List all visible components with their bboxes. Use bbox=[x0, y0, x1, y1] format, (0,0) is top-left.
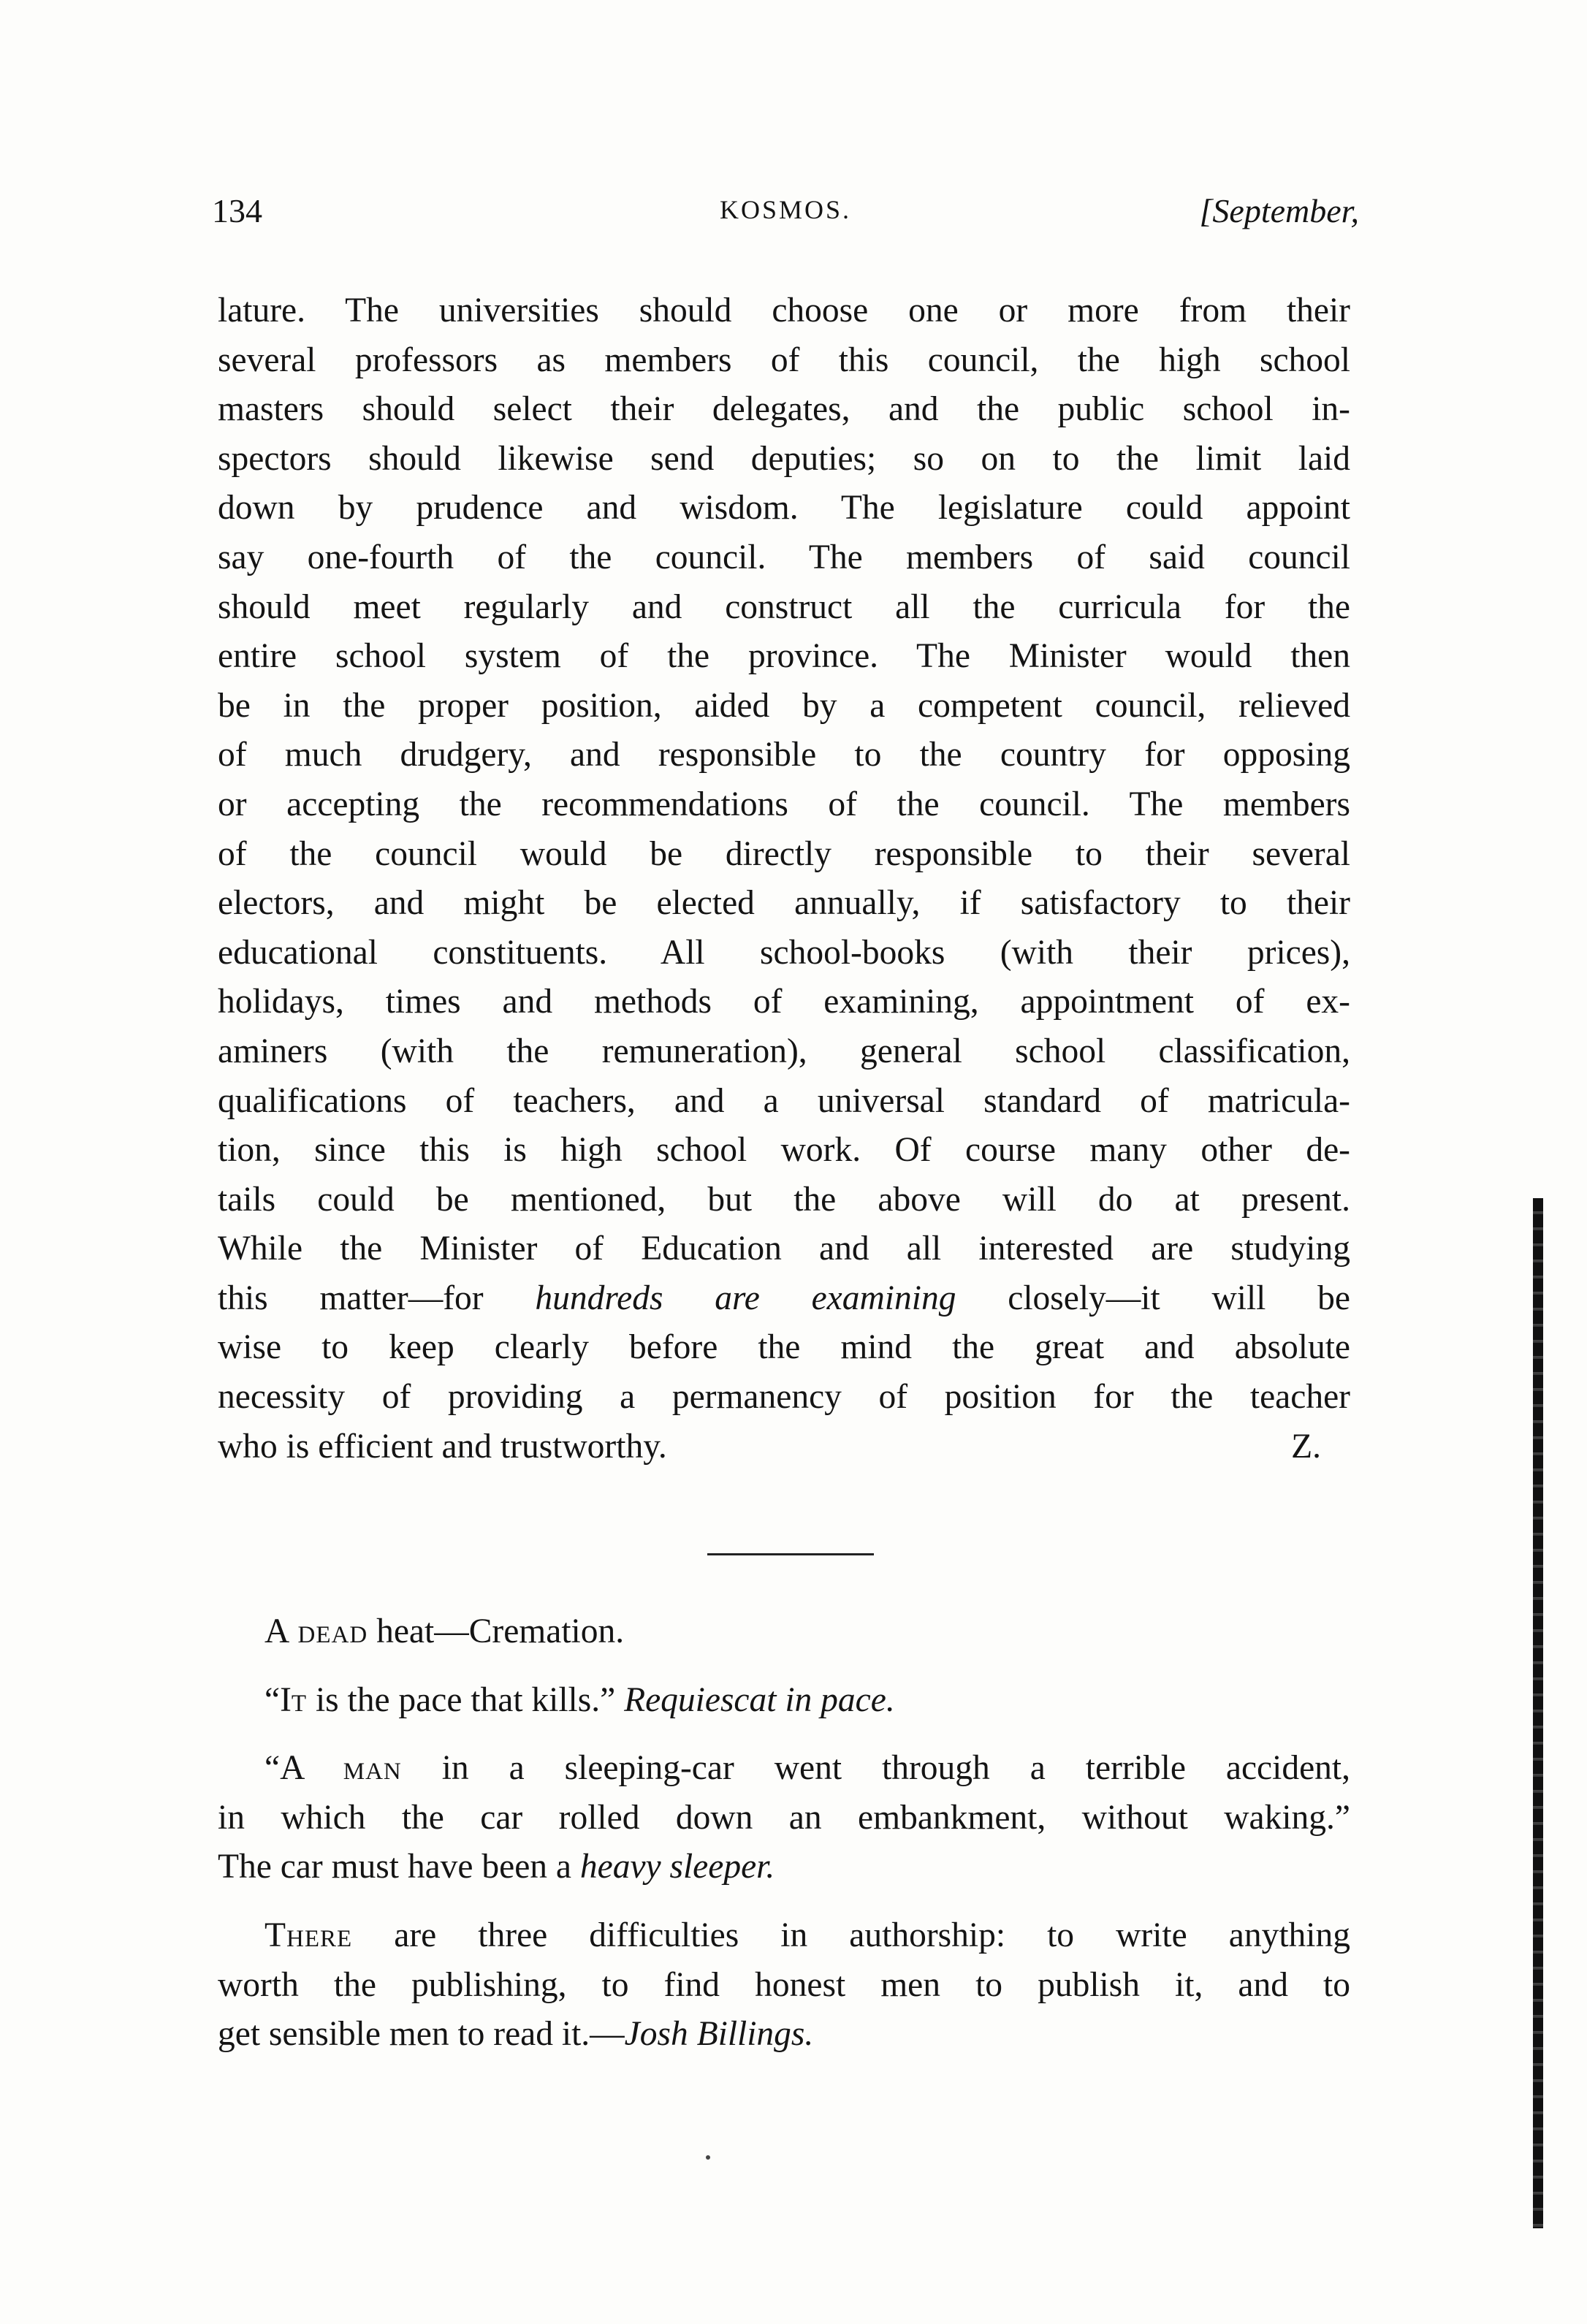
text-line: say one-fourth of the council. The members of said council bbox=[218, 538, 1350, 576]
joke-item bbox=[218, 1676, 1350, 1726]
text-line bbox=[218, 1274, 1350, 1324]
joke-item bbox=[218, 1744, 1350, 1892]
joke-quote-open: “I bbox=[264, 1680, 292, 1719]
joke-lead: A dead bbox=[264, 1612, 368, 1650]
text-line: or accepting the recommendations of the council. The members bbox=[218, 785, 1350, 823]
joke-text: The car must have been a bbox=[218, 1848, 580, 1886]
ink-speck bbox=[706, 2155, 710, 2160]
joke-italic: Requiescat in pace. bbox=[624, 1680, 895, 1719]
text-line: educational constituents. All school-books (with their prices), bbox=[218, 933, 1350, 972]
joke-text: are three difficulties in authorship: to write anything bbox=[352, 1916, 1350, 1954]
joke-line: worth the publishing, to find honest men to publish it, and to bbox=[218, 1965, 1350, 2004]
article-body bbox=[218, 286, 1350, 1471]
joke-lead: t bbox=[291, 1680, 308, 1719]
joke-line: in which the car rolled down an embankment, without waking.” bbox=[218, 1798, 1350, 1837]
text-line: qualifications of teachers, and a universal standard of matricula- bbox=[218, 1081, 1350, 1120]
text-line: down by prudence and wisdom. The legislature could appoint bbox=[218, 489, 1350, 527]
text-line: aminers (with the remuneration), general school classification, bbox=[218, 1032, 1350, 1070]
italic-phrase: hundreds are examining bbox=[535, 1279, 956, 1317]
text-line: tails could be mentioned, but the above will do at present. bbox=[218, 1180, 1350, 1219]
joke-text: in a sleeping-car went through a terrible accident, bbox=[401, 1749, 1350, 1788]
jokes-section bbox=[218, 1607, 1350, 2079]
text-line: spectors should likewise send deputies; so on to the limit laid bbox=[218, 439, 1350, 478]
line-fragment: closely—it will be bbox=[956, 1279, 1350, 1317]
scan-margin-edge bbox=[1533, 1198, 1543, 2228]
section-divider bbox=[707, 1553, 874, 1555]
line-fragment: this matter—for bbox=[218, 1279, 536, 1317]
text-line: necessity of providing a permanency of position for the teacher bbox=[218, 1378, 1350, 1417]
text-line: be in the proper position, aided by a competent council, relieved bbox=[218, 686, 1350, 725]
text-line: of much drudgery, and responsible to the country for opposing bbox=[218, 736, 1350, 774]
joke-text: is the pace that kills.” bbox=[307, 1680, 625, 1719]
text-line: tion, since this is high school work. Of course many other de- bbox=[218, 1131, 1350, 1170]
text-line: electors, and might be elected annually, if satisfactory to their bbox=[218, 884, 1350, 923]
joke-text: get sensible men to read it.— bbox=[218, 2015, 625, 2054]
joke-text: heat—Cremation. bbox=[368, 1612, 625, 1650]
running-title: KOSMOS. bbox=[719, 195, 852, 224]
text-line: wise to keep clearly before the mind the great and absolute bbox=[218, 1328, 1350, 1367]
closing-line bbox=[218, 1422, 1350, 1472]
joke-item bbox=[218, 1911, 1350, 2060]
text-line: While the Minister of Education and all interested are studying bbox=[218, 1230, 1350, 1268]
joke-lead: man bbox=[343, 1749, 402, 1788]
joke-lead: There bbox=[264, 1916, 353, 1954]
author-signature: Z. bbox=[1291, 1427, 1321, 1466]
joke-item bbox=[218, 1607, 1350, 1657]
text-line: masters should select their delegates, and the public school in- bbox=[218, 390, 1350, 429]
closing-text: who is efficient and trustworthy. bbox=[218, 1427, 667, 1466]
text-line: should meet regularly and construct all the curricula for the bbox=[218, 587, 1350, 626]
text-line: several professors as members of this council, the high school bbox=[218, 340, 1350, 379]
text-line: holidays, times and methods of examining, appointment of ex- bbox=[218, 983, 1350, 1021]
joke-quote-open: “A bbox=[264, 1749, 343, 1788]
joke-italic: heavy sleeper. bbox=[579, 1848, 775, 1886]
joke-attribution: Josh Billings. bbox=[624, 2015, 814, 2054]
header-month: [September, bbox=[1199, 192, 1359, 229]
text-line: lature. The universities should choose one or more from their bbox=[218, 292, 1350, 329]
text-line: of the council would be directly responsible to their several bbox=[218, 834, 1350, 873]
page-number: 134 bbox=[212, 192, 262, 229]
page-header bbox=[212, 191, 1359, 243]
text-line: entire school system of the province. The Minister would then bbox=[218, 637, 1350, 676]
